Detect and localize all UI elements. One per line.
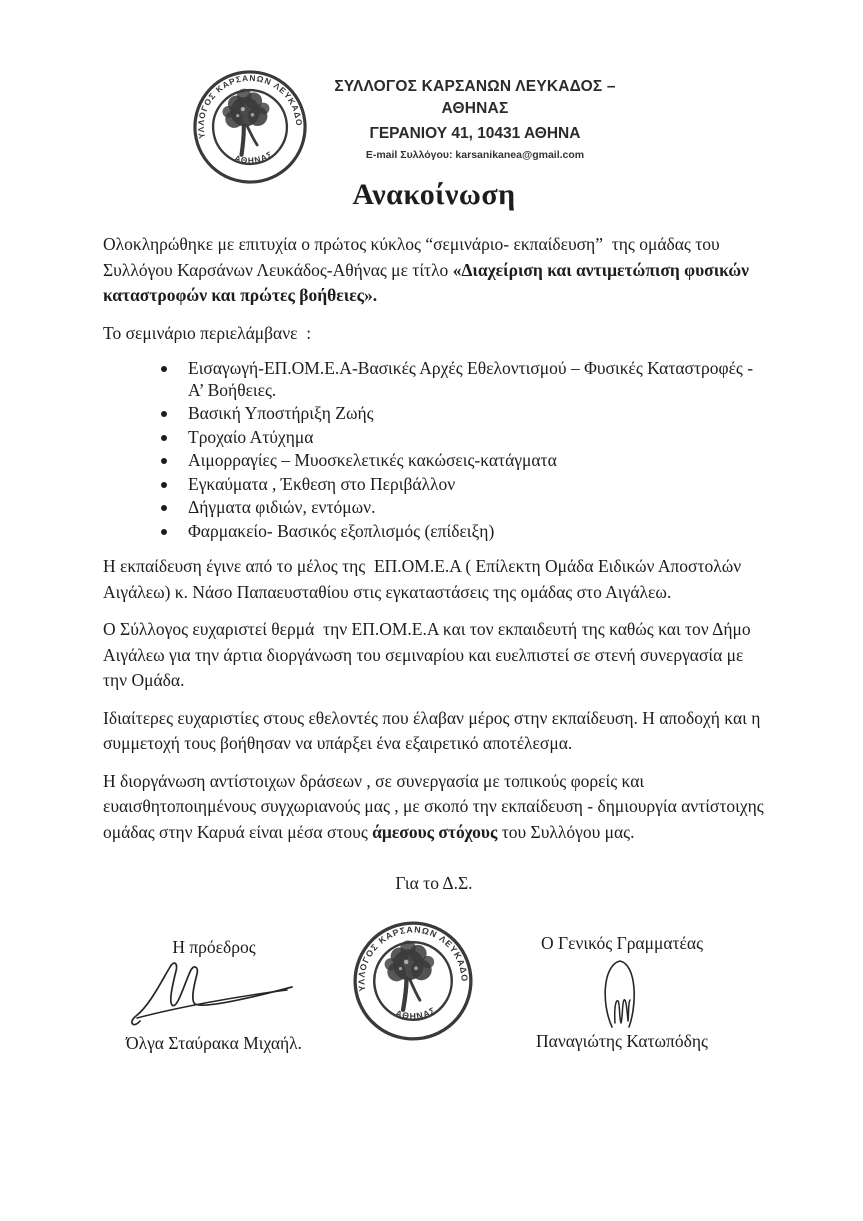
association-stamp-svg <box>346 913 480 1047</box>
list-item: Τροχαίο Ατύχημα <box>188 427 765 449</box>
list-item: Αιμορραγίες – Μυοσκελετικές κακώσεις-κατάγματα <box>188 450 765 472</box>
paragraph-thanks-volunteers: Ιδιαίτερες ευχαριστίες στους εθελοντές που έλαβαν μέρος στην εκπαίδευση. Η αποδοχή και η συμμετοχή τους βοήθησαν να υπάρξει ένα εξαιρετικό αποτέλεσμα. <box>103 707 765 753</box>
paragraph-seminar-included: Το σεμινάριο περιελάμβανε : <box>103 322 312 343</box>
association-stamp <box>346 913 480 1047</box>
closing-line: Για το Δ.Σ. <box>395 873 473 893</box>
list-item: Εγκαύματα , Έκθεση στο Περιβάλλον <box>188 474 765 496</box>
intro-text: Ολοκληρώθηκε με επιτυχία ο πρώτος κύκλος “σεμινάριο- εκπαίδευση” της ομάδας του Συλλόγου Καρσάνων Λευκάδος-Αθήνας με τίτλο <box>103 234 725 280</box>
org-logo-stamp-svg <box>182 61 317 193</box>
president-signature-icon <box>124 959 304 1031</box>
secretary-signature-icon <box>590 955 654 1029</box>
list-item: Δήγματα φιδιών, εντόμων. <box>188 497 765 519</box>
secretary-name: Παναγιώτης Κατωπόδης <box>536 1030 708 1051</box>
list-item: Βασική Υποστήριξη Ζωής <box>188 403 765 425</box>
letterhead <box>322 76 628 161</box>
org-address: ΓΕΡΑΝΙΟΥ 41, 10431 ΑΘΗΝΑ <box>369 125 581 142</box>
goals-text-post: του Συλλόγου μας. <box>497 821 635 842</box>
president-name: Όλγα Σταύρακα Μιχαήλ. <box>125 1032 303 1053</box>
goals-text-pre: Η διοργάνωση αντίστοιχων δράσεων , σε συνεργασία με τοπικούς φορείς και ευαισθητοποιημένους συγχωριανούς μας , με σκοπό την εκπαίδευση - δημιουργία αντίστοιχης ομάδας στην Καρυά είναι μέσα στους <box>103 770 769 842</box>
paragraph-thanks-epomea: Ο Σύλλογος ευχαριστεί θερμά την ΕΠ.ΟΜ.Ε.Α και τον εκπαιδευτή της καθώς και τον Δήμο Αιγάλεω για την άρτια διοργάνωση του σεμιναρίου και ευελπιστεί σε στενή συνεργασία με την Ομάδα. <box>103 619 755 690</box>
org-logo-stamp <box>182 61 317 193</box>
seminar-title-bold: «Διαχείριση και αντιμετώπιση φυσικών καταστροφών και πρώτες βοήθειες». <box>103 259 754 305</box>
list-item: Εισαγωγή-ΕΠ.ΟΜ.Ε.Α-Βασικές Αρχές Εθελοντισμού – Φυσικές Καταστροφές - Α’ Βοήθειες. <box>188 358 765 401</box>
org-email: E-mail Συλλόγου: karsanikanea@gmail.com <box>365 149 585 161</box>
list-item: Φαρμακείο- Βασικός εξοπλισμός (επίδειξη) <box>188 521 765 543</box>
paragraph-intro <box>103 232 765 309</box>
seminar-topics-list <box>103 358 765 542</box>
paragraph-training: Η εκπαίδευση έγινε από το μέλος της ΕΠ.ΟΜ.Ε.Α ( Επίλεκτη Ομάδα Ειδικών Αποστολών Αιγάλεω) κ. Νάσο Παπαευσταθίου στις εγκαταστάσεις της ομάδας στο Αιγάλεω. <box>103 556 749 602</box>
secretary-signature-column <box>527 931 717 1053</box>
org-name: ΣΥΛΛΟΓΟΣ ΚΑΡΣΑΝΩΝ ΛΕΥΚΑΔΟΣ – ΑΘΗΝΑΣ <box>334 78 616 117</box>
president-role: Η πρόεδρος <box>172 936 256 957</box>
president-signature-column <box>109 935 319 1055</box>
document-title: Ανακοίνωση <box>352 178 516 211</box>
paragraph-goals <box>103 769 769 846</box>
secretary-role: Ο Γενικός Γραμματέας <box>540 932 704 953</box>
document-body <box>103 178 769 1093</box>
goals-bold: άμεσους στόχους <box>372 821 498 842</box>
signature-block <box>103 923 765 1093</box>
